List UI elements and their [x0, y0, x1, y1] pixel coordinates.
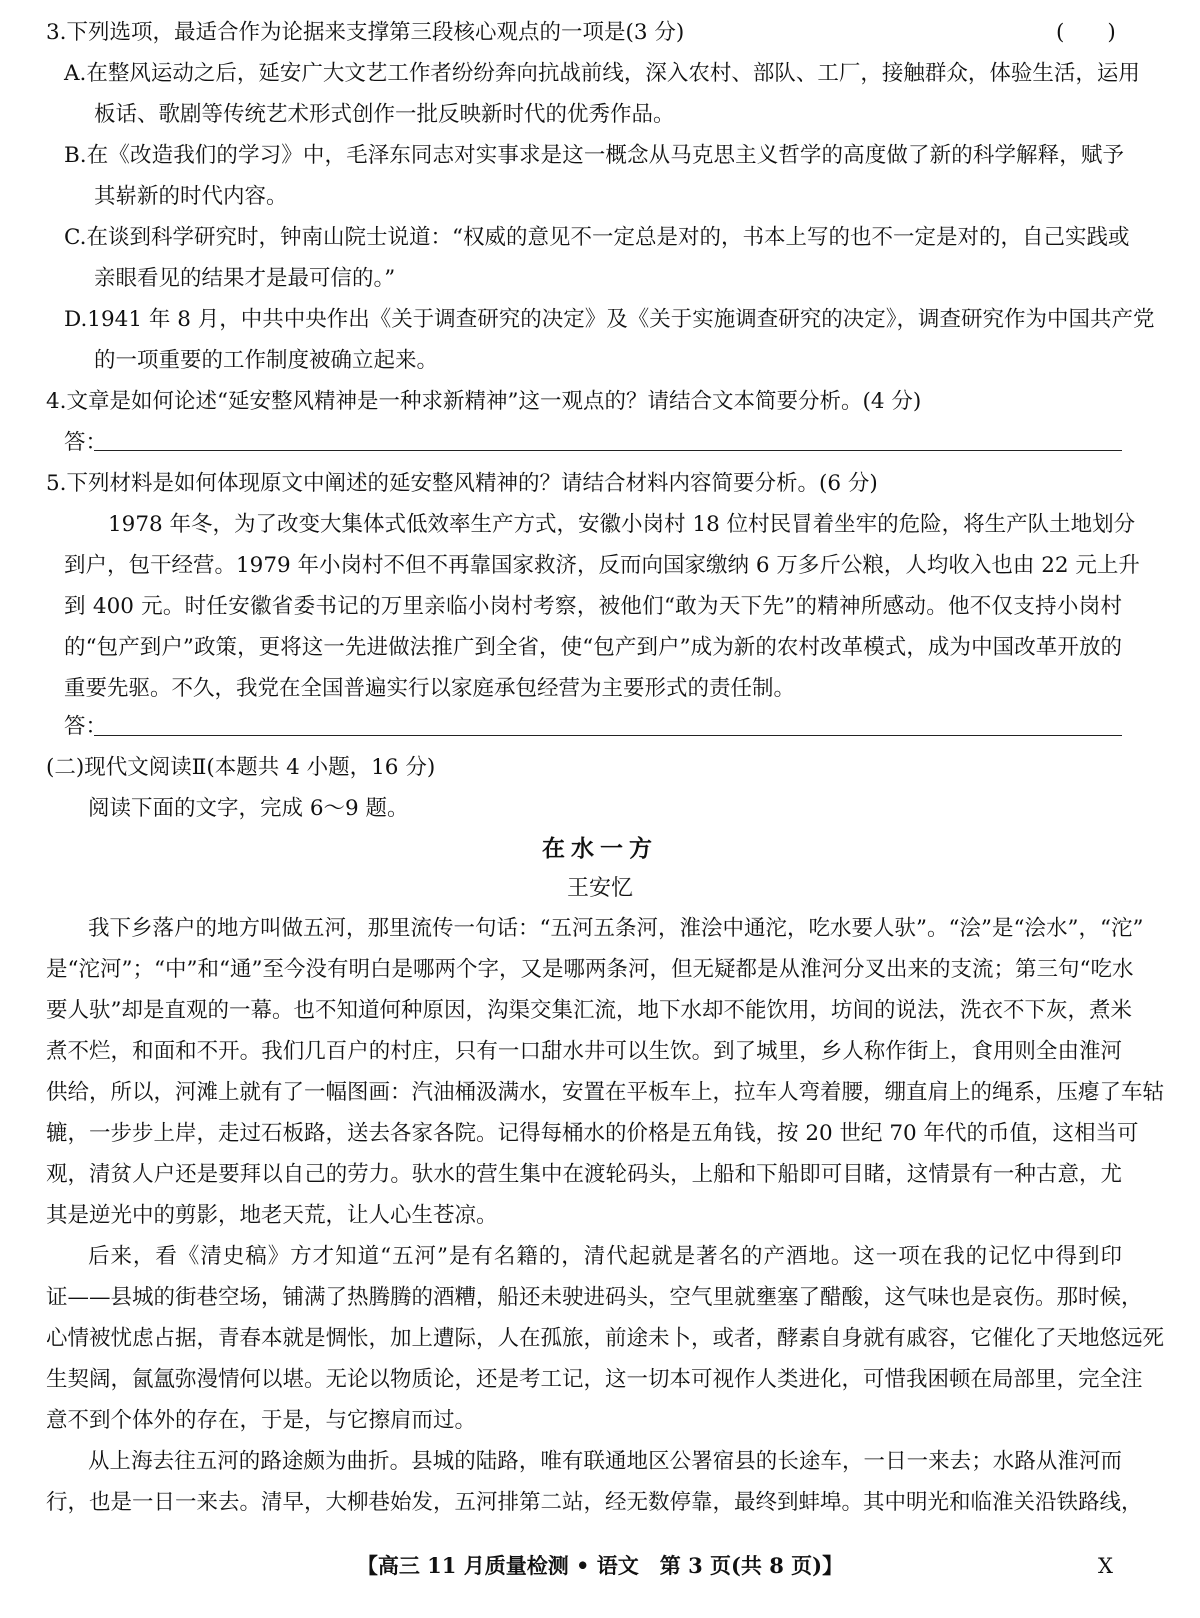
q3-option-d-line2: 的一项重要的工作制度被确立起来。	[94, 348, 439, 373]
q3-answer-bracket: ( )	[1056, 20, 1116, 45]
article-title: 在水一方	[542, 836, 658, 862]
article-p2-line5: 意不到个体外的存在，于是，与它擦肩而过。	[46, 1408, 477, 1433]
article-p2-line1: 后来，看《清史稿》方才知道“五河”是有名籍的，清代起就是著名的产酒地。这一项在我的记忆中得到印	[88, 1244, 1122, 1269]
section2-heading: (二)现代文阅读Ⅱ(本题共 4 小题，16 分)	[46, 755, 436, 780]
footer-mark: X	[1098, 1554, 1113, 1578]
q5-material-line4: 的“包产到户”政策，更将这一先进做法推广到全省，使“包产到户”成为新的农村改革模式，成为中国改革开放的	[64, 635, 1122, 660]
q3-option-c-line2: 亲眼看见的结果才是最可信的。”	[94, 266, 396, 291]
q5-answer-label: 答：	[64, 714, 108, 739]
article-p2-line4: 生契阔，氤氲弥漫情何以堪。无论以物质论，还是考工记，这一切本可视作人类进化，可惜我困顿在局部里，完全注	[46, 1367, 1143, 1392]
q5-material-line3: 到 400 元。时任安徽省委书记的万里亲临小岗村考察，被他们“敢为天下先”的精神所感动。他不仅支持小岗村	[64, 594, 1122, 619]
section2-instruction: 阅读下面的文字，完成 6～9 题。	[88, 796, 409, 821]
q3-option-a-line2: 板话、歌剧等传统艺术形式创作一批反映新时代的优秀作品。	[94, 102, 675, 127]
q4-stem: 4.文章是如何论述“延安整风精神是一种求新精神”这一观点的？请结合文本简要分析。(4 分)	[46, 389, 922, 414]
q4-answer-line[interactable]	[94, 450, 1122, 451]
q3-option-d-line1: D.1941 年 8 月，中共中央作出《关于调查研究的决定》及《关于实施调查研究的决定》，调查研究作为中国共产党	[64, 307, 1155, 332]
article-p1-line3: 要人驮”却是直观的一幕。也不知道何种原因，沟渠交集汇流，地下水却不能饮用，坊间的说法，洗衣不下灰，煮米	[46, 998, 1132, 1023]
q3-option-b-line1: B.在《改造我们的学习》中，毛泽东同志对实事求是这一概念从马克思主义哲学的高度做了新的科学解释，赋予	[64, 143, 1124, 168]
q5-stem: 5.下列材料是如何体现原文中阐述的延安整风精神的？请结合材料内容简要分析。(6 分)	[46, 471, 878, 496]
q5-material-line1: 1978 年冬，为了改变大集体式低效率生产方式，安徽小岗村 18 位村民冒着坐牢的危险，将生产队土地划分	[108, 512, 1136, 537]
q3-option-c-line1: C.在谈到科学研究时，钟南山院士说道：“权威的意见不一定总是对的，书本上写的也不一定是对的，自己实践或	[64, 225, 1130, 250]
article-p1-line1: 我下乡落户的地方叫做五河，那里流传一句话：“五河五条河，淮浍中通沱，吃水要人驮”。“浍”是“浍水”，“沱”	[88, 916, 1144, 941]
article-p1-line4: 煮不烂，和面和不开。我们几百户的村庄，只有一口甜水井可以生饮。到了城里，乡人称作街上，食用则全由淮河	[46, 1039, 1122, 1064]
article-p2-line3: 心情被忧虑占据，青春本就是惆怅，加上遭际，人在孤旅，前途未卜，或者，酵素自身就有戚容，它催化了天地悠远死	[46, 1326, 1165, 1351]
article-author: 王安忆	[566, 876, 633, 901]
article-p1-line8: 其是逆光中的剪影，地老天荒，让人心生苍凉。	[46, 1203, 498, 1228]
article-p3-line1: 从上海去往五河的路途颇为曲折。县城的陆路，唯有联通地区公署宿县的长途车，一日一来去；水路从淮河而	[88, 1449, 1122, 1474]
q3-stem: 3.下列选项，最适合作为论据来支撑第三段核心观点的一项是(3 分)	[46, 20, 685, 45]
q3-option-b-line2: 其崭新的时代内容。	[94, 184, 288, 209]
q5-material-line2: 到户，包干经营。1979 年小岗村不但不再靠国家救济，反而向国家缴纳 6 万多斤公粮，人均收入也由 22 元上升	[64, 553, 1140, 578]
page-footer: 【高三 11 月质量检测 • 语文 第 3 页(共 8 页)】	[356, 1553, 844, 1578]
q5-material-line5: 重要先驱。不久，我党在全国普遍实行以家庭承包经营为主要形式的责任制。	[64, 676, 796, 701]
article-p1-line5: 供给，所以，河滩上就有了一幅图画：汽油桶汲满水，安置在平板车上，拉车人弯着腰，绷直肩上的绳系，压瘪了车轱	[46, 1080, 1165, 1105]
article-p1-line2: 是“沱河”；“中”和“通”至今没有明白是哪两个字，又是哪两条河，但无疑都是从淮河分叉出来的支流；第三句“吃水	[46, 957, 1134, 982]
article-p2-line2: 证——县城的街巷空场，铺满了热腾腾的酒糟，船还未驶进码头，空气里就壅塞了醋酸，这气味也是哀伤。那时候，	[46, 1285, 1143, 1310]
q5-answer-line[interactable]	[94, 735, 1122, 736]
q4-answer-label: 答：	[64, 430, 108, 455]
article-p1-line6: 辘，一步步上岸，走过石板路，送去各家各院。记得每桶水的价格是五角钱，按 20 世纪 70 年代的币值，这相当可	[46, 1121, 1139, 1146]
q3-option-a-line1: A.在整风运动之后，延安广大文艺工作者纷纷奔向抗战前线，深入农村、部队、工厂，接触群众，体验生活，运用	[64, 61, 1140, 86]
article-p1-line7: 观，清贫人户还是要拜以自己的劳力。驮水的营生集中在渡轮码头，上船和下船即可目睹，这情景有一种古意，尤	[46, 1162, 1122, 1187]
article-p3-line2: 行，也是一日一来去。清早，大柳巷始发，五河排第二站，经无数停靠，最终到蚌埠。其中明光和临淮关沿铁路线，	[46, 1490, 1143, 1515]
